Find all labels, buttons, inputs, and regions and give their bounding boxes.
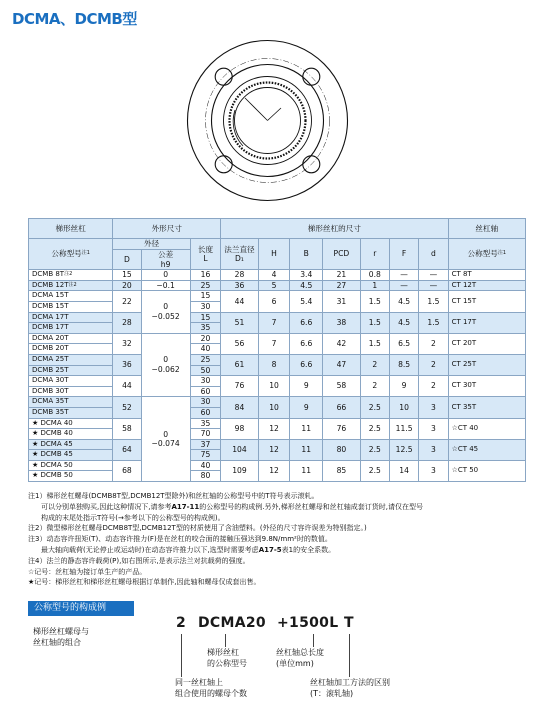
table-cell-D: 22 — [113, 291, 141, 312]
table-cell-F: — — [389, 280, 418, 291]
table-cell-L: 60 — [190, 407, 220, 418]
leader-line — [313, 634, 314, 647]
table-cell-PCD: 21 — [323, 270, 361, 281]
table-cell-model: DCMB $12T^{注2}$ — [29, 280, 113, 291]
table-cell-H: 5 — [258, 280, 290, 291]
combo-label: 梯形丝杠螺母与 丝杠轴的组合 — [33, 627, 89, 647]
leader-line — [349, 634, 350, 677]
table-cell-D: 44 — [113, 376, 141, 397]
table-cell-model: DCMA 15T — [29, 291, 113, 302]
table-cell-H: 12 — [258, 439, 290, 460]
header-nominal-model: 公称型号$^{注1}$ — [29, 239, 113, 270]
table-cell-H: 12 — [258, 418, 290, 439]
spec-table — [28, 218, 526, 482]
label-nut-model: 梯形丝杠 的公称型号 — [207, 648, 247, 668]
table-cell-model: DCMA 30T — [29, 376, 113, 387]
table-cell-L: 70 — [190, 429, 220, 440]
table-cell-tolerance: 0 −0.074 — [141, 397, 190, 482]
table-cell-L: 15 — [190, 312, 220, 323]
table-cell-D: 58 — [113, 418, 141, 439]
table-cell-L: 37 — [190, 439, 220, 450]
table-cell-B: 6.6 — [290, 333, 323, 354]
header-outer-diameter: 外径 — [113, 239, 190, 250]
table-cell-B: 11 — [290, 418, 323, 439]
table-cell-PCD: 42 — [323, 333, 361, 354]
header-H: H — [258, 239, 290, 270]
table-cell-tolerance: −0.1 — [141, 280, 190, 291]
table-cell-L: 40 — [190, 460, 220, 471]
table-cell-shaft: CT 35T — [448, 397, 525, 418]
table-cell-D: 68 — [113, 460, 141, 481]
note-line: 构成的末尾处指示T符号(→参考以下的公称型号的构成例)。 — [41, 513, 225, 522]
table-cell-model: DCMB 25T — [29, 365, 113, 376]
header-B: B — [290, 239, 323, 270]
table-cell-r: 1.5 — [360, 312, 389, 333]
table-cell-F: 12.5 — [389, 439, 418, 460]
table-cell-H: 10 — [258, 397, 290, 418]
table-cell-PCD: 85 — [323, 460, 361, 481]
table-cell-F: — — [389, 270, 418, 281]
table-cell-model: DCMB 35T — [29, 407, 113, 418]
table-cell-D1: 84 — [221, 397, 259, 418]
table-cell-D: 28 — [113, 312, 141, 333]
header-tolerance: 公差 h9 — [141, 250, 190, 270]
label-machining-method: 丝杠轴加工方法的区别 (T：滚轧轴) — [310, 678, 390, 698]
table-cell-D: 64 — [113, 439, 141, 460]
table-cell-D: 20 — [113, 280, 141, 291]
header-shaft: 丝杠轴 — [448, 219, 525, 239]
table-cell-B: 5.4 — [290, 291, 323, 312]
table-cell-B: 11 — [290, 439, 323, 460]
table-cell-model: ★ DCMA 50 — [29, 460, 113, 471]
header-D: D — [113, 250, 141, 270]
table-cell-B: 4.5 — [290, 280, 323, 291]
table-cell-L: 30 — [190, 397, 220, 408]
table-cell-model: ★ DCMA 40 — [29, 418, 113, 429]
note-line: 注3）动态容许扭矩(T)、动态容许推力(F)是在丝杠的咬合面的接触压强达到9.8N/mm²时的数值。 — [28, 535, 332, 544]
table-cell-D: 32 — [113, 333, 141, 354]
table-cell-PCD: 76 — [323, 418, 361, 439]
table-cell-F: 9 — [389, 376, 418, 397]
table-cell-model: DCMA 25T — [29, 354, 113, 365]
table-cell-L: 30 — [190, 376, 220, 387]
header-outer-dimensions: 外形尺寸 — [113, 219, 221, 239]
header-flange-diameter: 法兰直径 D₁ — [221, 239, 259, 270]
table-cell-model: DCMB 20T — [29, 344, 113, 355]
table-cell-B: 6.6 — [290, 312, 323, 333]
section-heading-example: 公称型号的构成例 — [28, 601, 134, 616]
code-model: DCMA20 — [198, 615, 266, 631]
table-cell-shaft: CT 15T — [448, 291, 525, 312]
header-F: F — [389, 239, 418, 270]
table-cell-r: 1.5 — [360, 333, 389, 354]
table-cell-D1: 36 — [221, 280, 259, 291]
table-cell-model: ★ DCMB 50 — [29, 471, 113, 482]
table-cell-PCD: 31 — [323, 291, 361, 312]
table-cell-B: 9 — [290, 397, 323, 418]
table-cell-PCD: 27 — [323, 280, 361, 291]
leader-line — [181, 634, 182, 677]
table-cell-F: 6.5 — [389, 333, 418, 354]
notes-block — [28, 491, 528, 588]
table-cell-B: 11 — [290, 460, 323, 481]
table-cell-model: DCMB 17T — [29, 323, 113, 334]
note-line: ★记号：梯形丝杠和梯形丝杠螺母根据订单制作,因此轴和螺母仅成套出售。 — [28, 578, 261, 587]
table-cell-shaft: CT 30T — [448, 376, 525, 397]
table-cell-D1: 28 — [221, 270, 259, 281]
table-cell-tolerance: 0 — [141, 270, 190, 281]
code-suffix: T — [344, 615, 354, 631]
table-cell-d: 2 — [419, 333, 448, 354]
header-r: r — [360, 239, 389, 270]
table-cell-L: 80 — [190, 471, 220, 482]
table-cell-d: 1.5 — [419, 312, 448, 333]
table-cell-F: 4.5 — [389, 291, 418, 312]
table-cell-r: 2.5 — [360, 460, 389, 481]
table-cell-H: 8 — [258, 354, 290, 375]
table-cell-L: 35 — [190, 323, 220, 334]
table-cell-shaft: CT 17T — [448, 312, 525, 333]
table-cell-F: 11.5 — [389, 418, 418, 439]
table-cell-H: 4 — [258, 270, 290, 281]
table-cell-shaft: CT 25T — [448, 354, 525, 375]
table-cell-PCD: 47 — [323, 354, 361, 375]
table-cell-model: DCMB $8T^{注2}$ — [29, 270, 113, 281]
table-cell-H: 7 — [258, 333, 290, 354]
table-cell-model: ★ DCMB 40 — [29, 429, 113, 440]
table-cell-d: 2 — [419, 354, 448, 375]
page-title: DCMA、DCMB型 — [12, 10, 137, 28]
header-PCD: PCD — [323, 239, 361, 270]
table-cell-L: 16 — [190, 270, 220, 281]
table-cell-D1: 61 — [221, 354, 259, 375]
table-cell-D: 36 — [113, 354, 141, 375]
table-cell-r: 2.5 — [360, 397, 389, 418]
table-cell-B: 6.6 — [290, 354, 323, 375]
table-cell-d: 2 — [419, 376, 448, 397]
table-cell-L: 35 — [190, 418, 220, 429]
code-quantity: 2 — [176, 615, 187, 631]
header-flange-dimensions: 梯形丝杠的尺寸 — [221, 219, 448, 239]
header-screw: 梯形丝杠 — [29, 219, 113, 239]
table-cell-d: 3 — [419, 418, 448, 439]
table-cell-H: 10 — [258, 376, 290, 397]
table-cell-D1: 76 — [221, 376, 259, 397]
note-line: 注2）微型梯形丝杠螺母DCMB8T型,DCMB12T型的材质使用了含油塑料。(外径的尺寸容许误差为特别指定。) — [28, 524, 367, 533]
table-cell-model: DCMB 30T — [29, 386, 113, 397]
table-cell-B: 9 — [290, 376, 323, 397]
table-cell-L: 25 — [190, 354, 220, 365]
table-cell-L: 75 — [190, 450, 220, 461]
table-cell-shaft: ☆CT 40 — [448, 418, 525, 439]
table-cell-shaft: ☆CT 45 — [448, 439, 525, 460]
table-cell-H: 12 — [258, 460, 290, 481]
table-cell-D: 52 — [113, 397, 141, 418]
table-cell-PCD: 58 — [323, 376, 361, 397]
table-cell-r: 0.8 — [360, 270, 389, 281]
table-cell-D1: 98 — [221, 418, 259, 439]
table-cell-model: ★ DCMA 45 — [29, 439, 113, 450]
table-cell-r: 2.5 — [360, 418, 389, 439]
table-cell-L: 40 — [190, 344, 220, 355]
table-cell-tolerance: 0 −0.062 — [141, 333, 190, 397]
flange-nut-drawing — [185, 38, 350, 203]
table-cell-model: DCMA 17T — [29, 312, 113, 323]
table-cell-F: 10 — [389, 397, 418, 418]
label-shaft-length: 丝杠轴总长度 (单位mm) — [276, 648, 324, 668]
table-cell-d: 3 — [419, 397, 448, 418]
table-cell-D1: 104 — [221, 439, 259, 460]
table-cell-L: 60 — [190, 386, 220, 397]
note-line: 可以分别单独购买,因此这种情况下,请参考A17-11的公称型号的构成例.另外,梯形丝杠螺母和丝杠轴成套订货时,请仅在型号 — [41, 502, 423, 511]
header-length: 长度 L — [190, 239, 220, 270]
table-cell-H: 7 — [258, 312, 290, 333]
table-cell-d: 3 — [419, 439, 448, 460]
table-cell-PCD: 66 — [323, 397, 361, 418]
table-cell-D1: 44 — [221, 291, 259, 312]
table-cell-B: 3.4 — [290, 270, 323, 281]
table-cell-model: DCMB 15T — [29, 301, 113, 312]
table-cell-d: 3 — [419, 460, 448, 481]
table-cell-L: 20 — [190, 333, 220, 344]
table-cell-shaft: CT 20T — [448, 333, 525, 354]
header-d: d — [419, 239, 448, 270]
page-reference-link[interactable]: A17-5 — [258, 545, 282, 554]
page-reference-link[interactable]: A17-11 — [171, 502, 200, 511]
table-cell-shaft: ☆CT 50 — [448, 460, 525, 481]
table-cell-r: 1 — [360, 280, 389, 291]
table-cell-F: 8.5 — [389, 354, 418, 375]
header-shaft-nominal: 公称型号$^{注1}$ — [448, 239, 525, 270]
label-nut-quantity: 同一丝杠轴上 组合使用的螺母个数 — [175, 678, 247, 698]
note-line: 最大轴向载荷(无论停止或运动时)在动态容许推力以下,选型时需要考虑A17-5表1的安全系数。 — [41, 545, 336, 554]
note-line: 注4）法兰的静态容许载荷(P),如右图所示,是表示法兰对抗载荷的强度。 — [28, 556, 250, 565]
leader-line — [225, 634, 226, 647]
table-cell-L: 50 — [190, 365, 220, 376]
table-cell-L: 25 — [190, 280, 220, 291]
table-cell-D1: 56 — [221, 333, 259, 354]
table-cell-d: 1.5 — [419, 291, 448, 312]
table-cell-shaft: CT 12T — [448, 280, 525, 291]
table-cell-D1: 51 — [221, 312, 259, 333]
table-cell-F: 14 — [389, 460, 418, 481]
table-cell-D1: 109 — [221, 460, 259, 481]
table-cell-shaft: CT 8T — [448, 270, 525, 281]
table-cell-d: — — [419, 270, 448, 281]
table-cell-r: 2 — [360, 376, 389, 397]
table-cell-D: 15 — [113, 270, 141, 281]
table-cell-PCD: 80 — [323, 439, 361, 460]
note-line: ☆记号：丝杠轴为接订单生产的产品。 — [28, 567, 147, 576]
table-cell-r: 1.5 — [360, 291, 389, 312]
table-cell-r: 2.5 — [360, 439, 389, 460]
table-cell-model: ★ DCMB 45 — [29, 450, 113, 461]
table-cell-L: 15 — [190, 291, 220, 302]
table-cell-L: 30 — [190, 301, 220, 312]
table-cell-model: DCMA 20T — [29, 333, 113, 344]
table-cell-PCD: 38 — [323, 312, 361, 333]
table-cell-tolerance: 0 −0.052 — [141, 291, 190, 333]
code-length: +1500L — [277, 615, 339, 631]
note-line: 注1）梯形丝杠螺母(DCMB8T型,DCMB12T型除外)和丝杠轴的公称型号中的T符号表示滚轧。 — [28, 492, 319, 500]
table-cell-H: 6 — [258, 291, 290, 312]
table-cell-d: — — [419, 280, 448, 291]
table-cell-r: 2 — [360, 354, 389, 375]
table-cell-model: DCMA 35T — [29, 397, 113, 408]
table-cell-F: 4.5 — [389, 312, 418, 333]
